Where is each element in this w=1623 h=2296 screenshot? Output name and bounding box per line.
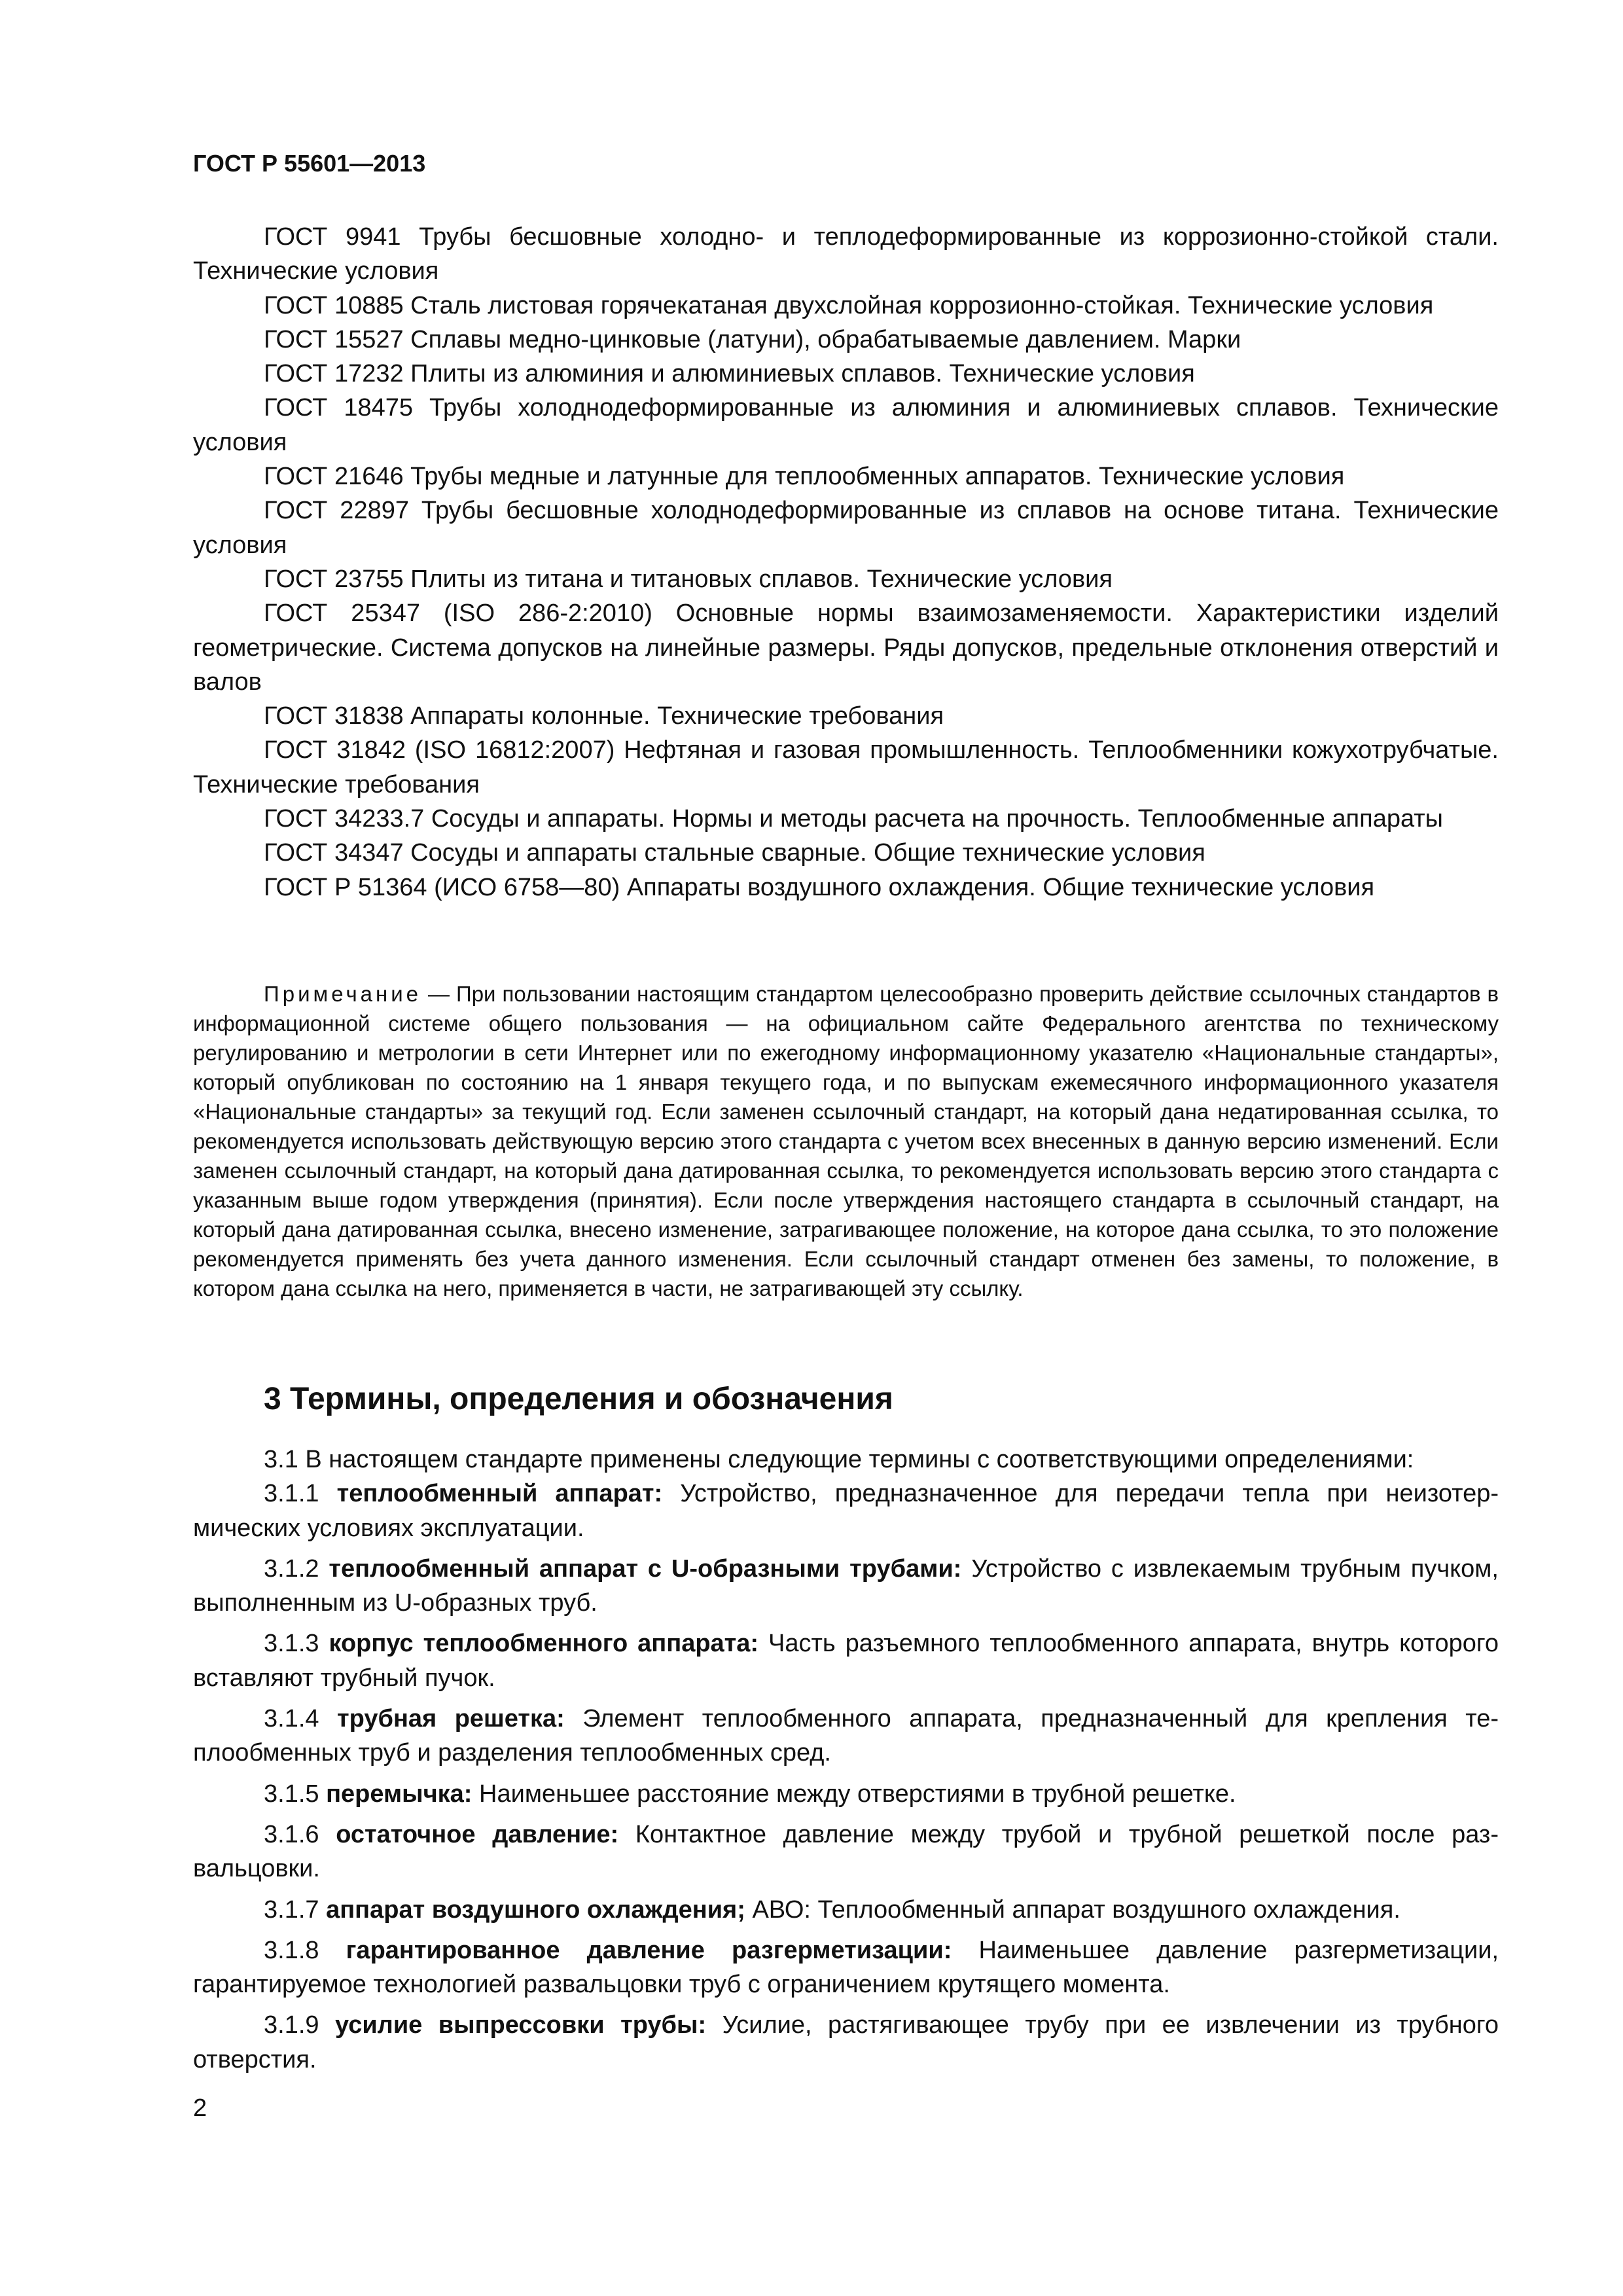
note-text: — При пользовании настоящим стандартом целесообразно проверить действие ссылочных стандартов в информационной системе общего пользования — на официальном сайте Федерального агентства по техническому регулированию и метрологии в сети Интернет или по ежегодному информационному указателю «Национальные стандарты», который опубликован по состоянию на 1 января текущего года, и по выпускам ежемесячного информационного указателя «Национальные стандарты» за текущий год. Если заменен ссылочный стандарт, на который дана недатированная ссылка, то рекомендуется использовать действующую версию этого стандарта с учетом всех внесенных в данную версию изменений. Если заменен ссылочный стандарт, на который дана датированная ссылка, то рекомендуется использовать версию этого стандарта с указанным выше годом утверждения (принятия). Если после утверждения настоящего стандарта в ссылочный стандарт, на который дана датированная ссылка, внесено изменение, затрагивающее положение, на которое дана ссылка, то это положение рекомендуется применять без учета данного изменения. Если ссылочный стандарт отменен без замены, то положение, в котором дана ссылка на него, применяется в части, не затрагивающей эту ссылку. [193,982,1499,1300]
term-item [193,1552,1499,1621]
page-number: 2 [193,2094,207,2122]
reference-item: ГОСТ 31838 Аппараты колонные. Технические требования [264,702,944,730]
term-number: 3.1.5 [264,1780,327,1808]
term-item [193,1893,1499,1927]
document-code-header: ГОСТ Р 55601—2013 [193,150,426,177]
reference-item: ГОСТ 9941 Трубы бесшовные холодно- и теплодеформированные из коррозионно-стойкой стали. Технические условия [193,223,1499,285]
term-item [193,1477,1499,1545]
term-item [193,1933,1499,2002]
reference-item: ГОСТ 34347 Сосуды и аппараты стальные сварные. Общие технические условия [264,839,1205,867]
term-number: 3.1.9 [264,2011,335,2039]
reference-item: ГОСТ 10885 Сталь листовая горячекатаная двухслойная коррозионно-стойкая. Технические условия [264,291,1434,319]
term-item [193,2008,1499,2077]
term-name: корпус теплообменного аппарата: [329,1630,759,1658]
term-definition: Элемент теплообменного аппарата, предназначенный для крепления теплообменных труб и разделения теплообменных сред. [193,1705,1499,1767]
term-definition: АВО: Теплообменный аппарат воздушного охлаждения. [745,1895,1400,1924]
term-definition: Контактное давление между трубой и трубной решеткой после развальцовки. [193,1820,1499,1883]
reference-item: ГОСТ 34233.7 Сосуды и аппараты. Нормы и методы расчета на прочность. Теплообменные аппараты [264,805,1443,833]
reference-item: ГОСТ 18475 Трубы холоднодеформированные из алюминия и алюминиевых сплавов. Технические условия [193,394,1499,456]
reference-item: ГОСТ 31842 (ISO 16812:2007) Нефтяная и газовая промышленность. Теплообменники кожухотрубчатые. Технические требования [193,736,1499,798]
reference-item: ГОСТ Р 51364 (ИСО 6758—80) Аппараты воздушного охлаждения. Общие технические условия [264,873,1375,901]
reference-item: ГОСТ 25347 (ISO 286-2:2010) Основные нормы взаимозаменяемости. Характеристики изделий геометрические. Система допусков на линейные размеры. Ряды допусков, предельные отклонения отверстий и валов [193,600,1499,696]
note-label: Примечание [264,982,422,1006]
term-name: теплообменный аппарат: [336,1480,663,1508]
term-number: 3.1.2 [264,1554,329,1583]
note-paragraph [193,979,1499,1303]
term-definition: Усилие, растягивающее трубу при ее извлечении из трубного отверстия. [193,2011,1499,2073]
term-definition: Устройство, предназначенное для передачи тепла при неизотермических условиях эксплуатации. [193,1480,1499,1542]
terms-list [193,1443,1499,2077]
term-number: 3.1.8 [264,1936,346,1964]
term-item [193,1626,1499,1695]
term-definition: Наименьшее расстояние между отверстиями в трубной решетке. [472,1780,1236,1808]
term-item [193,1702,1499,1770]
term-name: гарантированное давление разгерметизации: [346,1936,952,1964]
term-definition: Часть разъемного теплообменного аппарата, внутрь которого вставляют трубный пучок. [193,1630,1499,1692]
term-name: трубная решетка: [337,1705,565,1733]
term-item [193,1818,1499,1886]
section-title: 3 Термины, определения и обозначения [264,1382,893,1416]
term-name: аппарат воздушного охлаждения; [326,1895,745,1924]
reference-item: ГОСТ 23755 Плиты из титана и титановых сплавов. Технические условия [264,565,1113,593]
term-item [193,1777,1499,1811]
term-number: 3.1.6 [264,1820,336,1848]
reference-item: ГОСТ 21646 Трубы медные и латунные для теплообменных аппаратов. Технические условия [264,463,1345,491]
term-name: остаточное давление: [336,1820,619,1848]
term-number: 3.1.1 [264,1480,337,1508]
reference-item: ГОСТ 15527 Сплавы медно-цинковые (латуни), обрабатываемые давлением. Марки [264,325,1241,353]
term-name: усилие выпрессовки трубы: [335,2011,707,2039]
term-definition: Наименьшее давление разгерметизации, гарантируемое технологией развальцовки труб с ограничением крутящего момента. [193,1936,1499,1999]
term-name: перемычка: [326,1780,473,1808]
reference-item: ГОСТ 17232 Плиты из алюминия и алюминиевых сплавов. Технические условия [264,360,1195,388]
term-number: 3.1.4 [264,1705,338,1733]
term-number: 3.1.3 [264,1630,329,1658]
terms-intro: 3.1 В настоящем стандарте применены следующие термины с соответствующими определениями: [264,1446,1414,1473]
note-block [193,979,1499,1303]
term-definition: Устройство с извлекаемым трубным пучком, выполненным из U-образных труб. [193,1554,1499,1617]
term-name: теплообменный аппарат с U-образными трубами: [329,1554,962,1583]
normative-references-list [193,220,1499,905]
reference-item: ГОСТ 22897 Трубы бесшовные холоднодеформированные из сплавов на основе титана. Технические условия [193,497,1499,559]
term-number: 3.1.7 [264,1895,327,1924]
